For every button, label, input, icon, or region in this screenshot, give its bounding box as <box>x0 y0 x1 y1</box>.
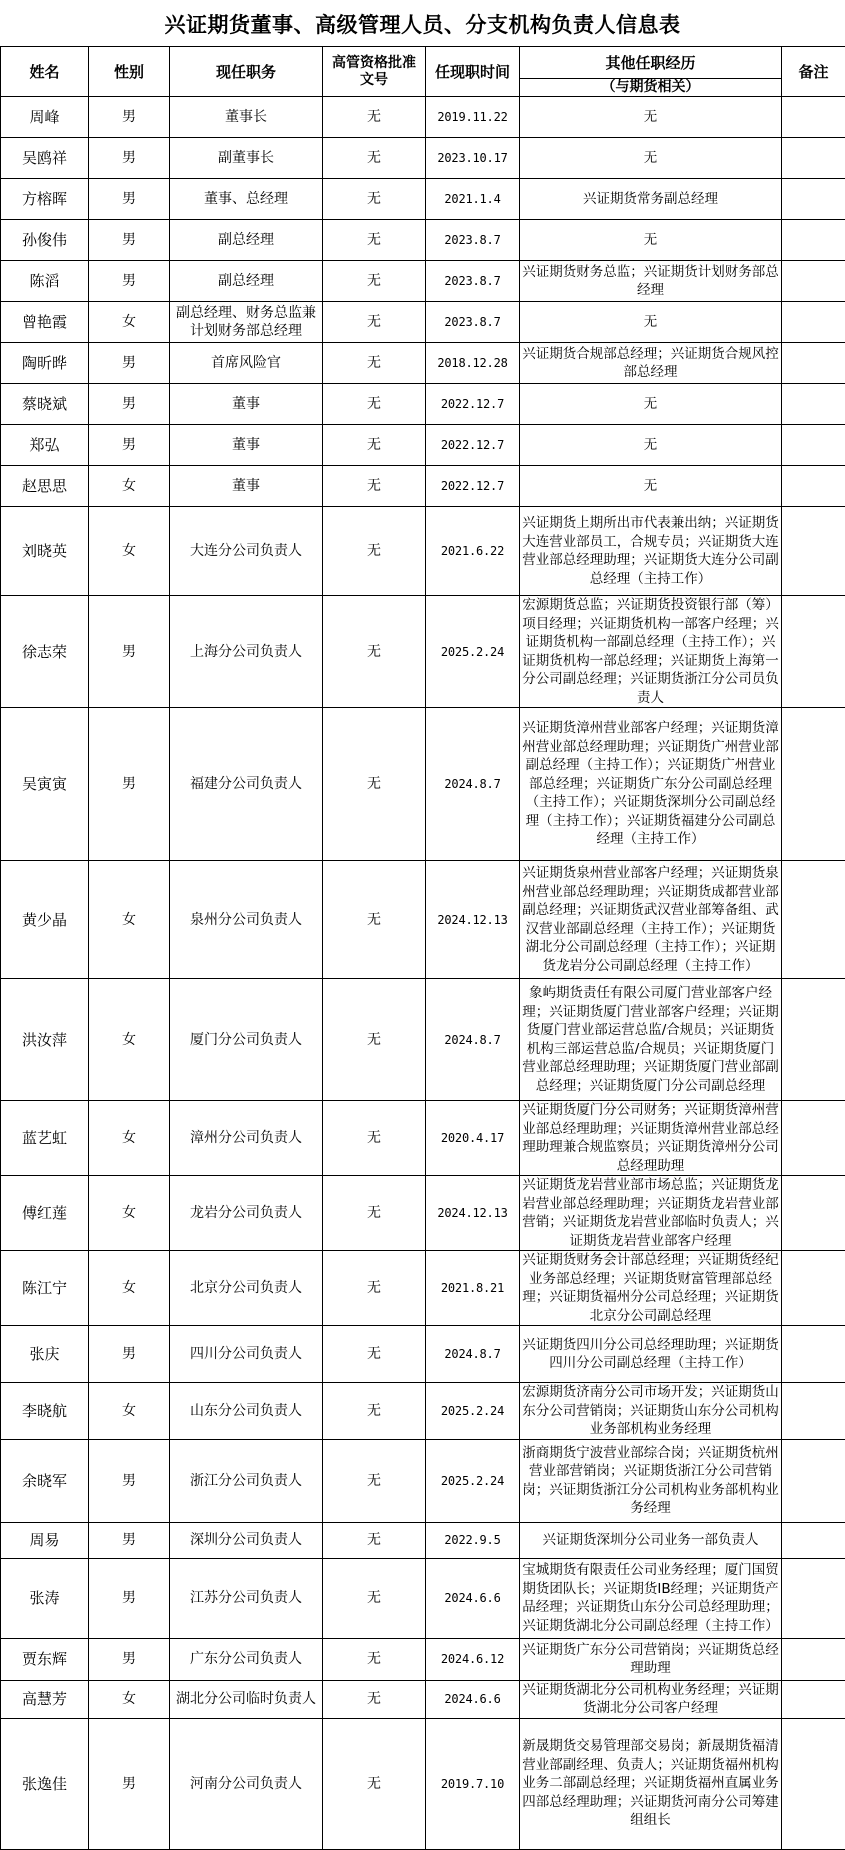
table-row <box>1 596 845 708</box>
cell-name: 吴鸥祥 <box>1 138 89 179</box>
cell-experience: 无 <box>520 425 782 466</box>
cell-name: 徐志荣 <box>1 596 89 708</box>
cell-approval: 无 <box>323 1718 426 1849</box>
cell-gender: 男 <box>89 1326 170 1383</box>
cell-gender: 男 <box>89 261 170 302</box>
cell-date: 2021.1.4 <box>426 179 520 220</box>
cell-position: 董事、总经理 <box>170 179 323 220</box>
cell-name: 蔡晓斌 <box>1 384 89 425</box>
cell-position: 副总经理、财务总监兼计划财务部总经理 <box>170 302 323 343</box>
cell-gender: 男 <box>89 384 170 425</box>
cell-experience: 象屿期货责任有限公司厦门营业部客户经理；兴证期货厦门营业部客户经理；兴证期货厦门营业部运营总监/合规员；兴证期货机构三部运营总监/合规员；兴证期货厦门营业部总经理助理；兴证期货厦门营业部副总经理；兴证期货厦门分公司副总经理 <box>520 979 782 1101</box>
cell-date: 2023.8.7 <box>426 220 520 261</box>
cell-approval: 无 <box>323 425 426 466</box>
cell-approval: 无 <box>323 220 426 261</box>
cell-date: 2021.8.21 <box>426 1251 520 1326</box>
cell-position: 四川分公司负责人 <box>170 1326 323 1383</box>
cell-note <box>782 1558 845 1638</box>
cell-note <box>782 1638 845 1680</box>
cell-name: 孙俊伟 <box>1 220 89 261</box>
cell-gender: 男 <box>89 596 170 708</box>
cell-experience: 宏源期货济南分公司市场开发；兴证期货山东分公司营销岗；兴证期货山东分公司机构业务部机构业务经理 <box>520 1383 782 1440</box>
table-row <box>1 1439 845 1522</box>
cell-approval: 无 <box>323 1638 426 1680</box>
cell-position: 副董事长 <box>170 138 323 179</box>
cell-gender: 男 <box>89 179 170 220</box>
cell-approval: 无 <box>323 343 426 384</box>
cell-gender: 男 <box>89 97 170 138</box>
header-date: 任现职时间 <box>426 47 520 97</box>
cell-experience: 兴证期货湖北分公司机构业务经理；兴证期货湖北分公司客户经理 <box>520 1680 782 1718</box>
cell-position: 浙江分公司负责人 <box>170 1439 323 1522</box>
cell-approval: 无 <box>323 1326 426 1383</box>
cell-gender: 男 <box>89 1439 170 1522</box>
cell-note <box>782 1383 845 1440</box>
cell-position: 漳州分公司负责人 <box>170 1101 323 1176</box>
cell-approval: 无 <box>323 1383 426 1440</box>
cell-experience: 兴证期货泉州营业部客户经理；兴证期货泉州营业部总经理助理；兴证期货成都营业部副总经理；兴证期货武汉营业部筹备组、武汉营业部副总经理（主持工作）；兴证期货湖北分公司副总经理（主持工作）；兴证期货龙岩分公司副总经理（主持工作） <box>520 861 782 979</box>
cell-gender: 女 <box>89 466 170 507</box>
cell-gender: 女 <box>89 1101 170 1176</box>
cell-gender: 男 <box>89 1638 170 1680</box>
header-row <box>1 47 845 79</box>
cell-approval: 无 <box>323 384 426 425</box>
cell-approval: 无 <box>323 708 426 861</box>
cell-gender: 女 <box>89 1383 170 1440</box>
cell-name: 张涛 <box>1 1558 89 1638</box>
cell-note <box>782 708 845 861</box>
cell-position: 副总经理 <box>170 261 323 302</box>
cell-approval: 无 <box>323 466 426 507</box>
cell-name: 余晓军 <box>1 1439 89 1522</box>
cell-note <box>782 425 845 466</box>
cell-name: 贾东辉 <box>1 1638 89 1680</box>
cell-note <box>782 220 845 261</box>
header-experience: 其他任职经历 <box>520 47 782 79</box>
cell-date: 2025.2.24 <box>426 596 520 708</box>
cell-note <box>782 1718 845 1849</box>
cell-experience: 兴证期货广东分公司营销岗；兴证期货总经理助理 <box>520 1638 782 1680</box>
cell-approval: 无 <box>323 507 426 596</box>
cell-approval: 无 <box>323 302 426 343</box>
cell-date: 2018.12.28 <box>426 343 520 384</box>
cell-name: 蓝艺虹 <box>1 1101 89 1176</box>
table-row <box>1 708 845 861</box>
cell-gender: 女 <box>89 861 170 979</box>
info-table <box>0 46 845 1850</box>
cell-note <box>782 466 845 507</box>
table-row <box>1 1522 845 1558</box>
cell-date: 2022.12.7 <box>426 425 520 466</box>
cell-name: 郑弘 <box>1 425 89 466</box>
cell-note <box>782 596 845 708</box>
table-row <box>1 466 845 507</box>
cell-approval: 无 <box>323 261 426 302</box>
table-row <box>1 302 845 343</box>
table-row <box>1 1176 845 1251</box>
cell-note <box>782 1326 845 1383</box>
cell-note <box>782 1176 845 1251</box>
cell-position: 厦门分公司负责人 <box>170 979 323 1101</box>
cell-name: 刘晓英 <box>1 507 89 596</box>
cell-name: 洪汝萍 <box>1 979 89 1101</box>
cell-approval: 无 <box>323 1522 426 1558</box>
cell-position: 湖北分公司临时负责人 <box>170 1680 323 1718</box>
cell-date: 2024.8.7 <box>426 1326 520 1383</box>
cell-note <box>782 1522 845 1558</box>
table-row <box>1 1383 845 1440</box>
cell-name: 曾艳霞 <box>1 302 89 343</box>
cell-name: 张庆 <box>1 1326 89 1383</box>
cell-date: 2023.8.7 <box>426 261 520 302</box>
cell-gender: 男 <box>89 1558 170 1638</box>
cell-note <box>782 343 845 384</box>
cell-approval: 无 <box>323 1439 426 1522</box>
cell-date: 2024.6.6 <box>426 1680 520 1718</box>
table-row <box>1 1680 845 1718</box>
cell-approval: 无 <box>323 138 426 179</box>
cell-gender: 男 <box>89 138 170 179</box>
cell-position: 副总经理 <box>170 220 323 261</box>
cell-position: 首席风险官 <box>170 343 323 384</box>
cell-name: 陈滔 <box>1 261 89 302</box>
cell-date: 2019.11.22 <box>426 97 520 138</box>
cell-position: 龙岩分公司负责人 <box>170 1176 323 1251</box>
cell-approval: 无 <box>323 97 426 138</box>
cell-position: 大连分公司负责人 <box>170 507 323 596</box>
cell-gender: 女 <box>89 979 170 1101</box>
cell-position: 董事 <box>170 466 323 507</box>
cell-experience: 兴证期货龙岩营业部市场总监；兴证期货龙岩营业部总经理助理；兴证期货龙岩营业部营销；兴证期货龙岩营业部临时负责人；兴证期货龙岩营业部客户经理 <box>520 1176 782 1251</box>
cell-gender: 女 <box>89 1251 170 1326</box>
cell-approval: 无 <box>323 979 426 1101</box>
cell-date: 2024.6.6 <box>426 1558 520 1638</box>
cell-note <box>782 138 845 179</box>
header-experience-sub: （与期货相关） <box>520 79 782 97</box>
cell-note <box>782 384 845 425</box>
cell-note <box>782 97 845 138</box>
table-row <box>1 97 845 138</box>
cell-position: 河南分公司负责人 <box>170 1718 323 1849</box>
cell-experience: 兴证期货漳州营业部客户经理；兴证期货漳州营业部总经理助理；兴证期货广州营业部副总经理（主持工作）；兴证期货广州营业部总经理；兴证期货广东分公司副总经理（主持工作）；兴证期货深圳分公司副总经理（主持工作）；兴证期货福建分公司副总经理（主持工作） <box>520 708 782 861</box>
cell-name: 周易 <box>1 1522 89 1558</box>
cell-gender: 男 <box>89 425 170 466</box>
table-row <box>1 179 845 220</box>
cell-date: 2022.12.7 <box>426 466 520 507</box>
cell-experience: 兴证期货深圳分公司业务一部负责人 <box>520 1522 782 1558</box>
cell-name: 赵思思 <box>1 466 89 507</box>
table-row <box>1 507 845 596</box>
cell-date: 2024.8.7 <box>426 979 520 1101</box>
header-name: 姓名 <box>1 47 89 97</box>
cell-experience: 无 <box>520 302 782 343</box>
cell-date: 2022.12.7 <box>426 384 520 425</box>
cell-name: 陈江宁 <box>1 1251 89 1326</box>
table-row <box>1 425 845 466</box>
cell-position: 山东分公司负责人 <box>170 1383 323 1440</box>
cell-date: 2023.10.17 <box>426 138 520 179</box>
cell-gender: 男 <box>89 1522 170 1558</box>
cell-gender: 男 <box>89 220 170 261</box>
cell-note <box>782 1680 845 1718</box>
cell-date: 2024.12.13 <box>426 1176 520 1251</box>
cell-approval: 无 <box>323 596 426 708</box>
cell-experience: 兴证期货常务副总经理 <box>520 179 782 220</box>
table-row <box>1 261 845 302</box>
cell-name: 方榕晖 <box>1 179 89 220</box>
cell-gender: 女 <box>89 507 170 596</box>
table-row <box>1 384 845 425</box>
cell-note <box>782 979 845 1101</box>
cell-approval: 无 <box>323 179 426 220</box>
cell-name: 高慧芳 <box>1 1680 89 1718</box>
cell-gender: 女 <box>89 1680 170 1718</box>
cell-position: 董事 <box>170 425 323 466</box>
cell-approval: 无 <box>323 1101 426 1176</box>
cell-experience: 无 <box>520 97 782 138</box>
cell-position: 福建分公司负责人 <box>170 708 323 861</box>
cell-note <box>782 1439 845 1522</box>
cell-experience: 兴证期货合规部总经理；兴证期货合规风控部总经理 <box>520 343 782 384</box>
cell-position: 江苏分公司负责人 <box>170 1558 323 1638</box>
cell-gender: 女 <box>89 1176 170 1251</box>
table-row <box>1 861 845 979</box>
cell-experience: 兴证期货厦门分公司财务；兴证期货漳州营业部总经理助理；兴证期货漳州营业部总经理助理兼合规监察员；兴证期货漳州分公司总经理助理 <box>520 1101 782 1176</box>
cell-note <box>782 179 845 220</box>
cell-name: 黄少晶 <box>1 861 89 979</box>
cell-experience: 兴证期货上期所出市代表兼出纳；兴证期货大连营业部员工，合规专员；兴证期货大连营业部总经理助理；兴证期货大连分公司副总经理（主持工作） <box>520 507 782 596</box>
cell-date: 2021.6.22 <box>426 507 520 596</box>
cell-date: 2024.8.7 <box>426 708 520 861</box>
cell-gender: 男 <box>89 343 170 384</box>
cell-note <box>782 261 845 302</box>
cell-name: 张逸佳 <box>1 1718 89 1849</box>
cell-experience: 无 <box>520 138 782 179</box>
cell-approval: 无 <box>323 1680 426 1718</box>
cell-date: 2024.12.13 <box>426 861 520 979</box>
table-row <box>1 1558 845 1638</box>
page-title: 兴证期货董事、高级管理人员、分支机构负责人信息表 <box>0 0 845 46</box>
cell-position: 深圳分公司负责人 <box>170 1522 323 1558</box>
cell-position: 泉州分公司负责人 <box>170 861 323 979</box>
cell-gender: 男 <box>89 1718 170 1849</box>
table-row <box>1 220 845 261</box>
cell-experience: 兴证期货四川分公司总经理助理；兴证期货四川分公司副总经理（主持工作） <box>520 1326 782 1383</box>
cell-date: 2019.7.10 <box>426 1718 520 1849</box>
cell-date: 2025.2.24 <box>426 1439 520 1522</box>
cell-note <box>782 1251 845 1326</box>
cell-experience: 兴证期货财务会计部总经理；兴证期货经纪业务部总经理；兴证期货财富管理部总经理；兴证期货福州分公司总经理；兴证期货北京分公司副总经理 <box>520 1251 782 1326</box>
cell-date: 2020.4.17 <box>426 1101 520 1176</box>
cell-note <box>782 1101 845 1176</box>
cell-experience: 宝城期货有限责任公司业务经理；厦门国贸期货团队长；兴证期货IB经理；兴证期货产品经理；兴证期货山东分公司总经理助理；兴证期货湖北分公司副总经理（主持工作） <box>520 1558 782 1638</box>
table-row <box>1 1326 845 1383</box>
cell-gender: 男 <box>89 708 170 861</box>
cell-date: 2025.2.24 <box>426 1383 520 1440</box>
table-row <box>1 979 845 1101</box>
table-row <box>1 1101 845 1176</box>
cell-name: 吴寅寅 <box>1 708 89 861</box>
cell-approval: 无 <box>323 1251 426 1326</box>
header-approval: 高管资格批准文号 <box>323 47 426 97</box>
header-position: 现任职务 <box>170 47 323 97</box>
cell-note <box>782 861 845 979</box>
cell-experience: 无 <box>520 384 782 425</box>
cell-date: 2023.8.7 <box>426 302 520 343</box>
header-gender: 性别 <box>89 47 170 97</box>
table-row <box>1 1251 845 1326</box>
cell-experience: 兴证期货财务总监；兴证期货计划财务部总经理 <box>520 261 782 302</box>
cell-approval: 无 <box>323 1558 426 1638</box>
table-row <box>1 138 845 179</box>
cell-position: 上海分公司负责人 <box>170 596 323 708</box>
table-row <box>1 1638 845 1680</box>
cell-approval: 无 <box>323 861 426 979</box>
cell-position: 广东分公司负责人 <box>170 1638 323 1680</box>
cell-experience: 浙商期货宁波营业部综合岗；兴证期货杭州营业部营销岗；兴证期货浙江分公司营销岗；兴证期货浙江分公司机构业务部机构业务经理 <box>520 1439 782 1522</box>
cell-experience: 新晟期货交易管理部交易岗；新晟期货福清营业部副经理、负责人；兴证期货福州机构业务二部副总经理；兴证期货福州直属业务四部总经理助理；兴证期货河南分公司筹建组组长 <box>520 1718 782 1849</box>
cell-date: 2024.6.12 <box>426 1638 520 1680</box>
cell-position: 董事长 <box>170 97 323 138</box>
table-row <box>1 1718 845 1849</box>
cell-experience: 无 <box>520 220 782 261</box>
cell-name: 周峰 <box>1 97 89 138</box>
cell-note <box>782 507 845 596</box>
cell-name: 陶昕晔 <box>1 343 89 384</box>
cell-position: 北京分公司负责人 <box>170 1251 323 1326</box>
cell-date: 2022.9.5 <box>426 1522 520 1558</box>
cell-position: 董事 <box>170 384 323 425</box>
table-row <box>1 343 845 384</box>
cell-experience: 无 <box>520 466 782 507</box>
cell-gender: 女 <box>89 302 170 343</box>
cell-name: 李晓航 <box>1 1383 89 1440</box>
cell-experience: 宏源期货总监；兴证期货投资银行部（筹）项目经理；兴证期货机构一部客户经理；兴证期货机构一部副总经理（主持工作）；兴证期货机构一部总经理；兴证期货上海第一分公司副总经理；兴证期货浙江分公司员负责人 <box>520 596 782 708</box>
cell-name: 傅红莲 <box>1 1176 89 1251</box>
cell-approval: 无 <box>323 1176 426 1251</box>
header-note: 备注 <box>782 47 845 97</box>
cell-note <box>782 302 845 343</box>
